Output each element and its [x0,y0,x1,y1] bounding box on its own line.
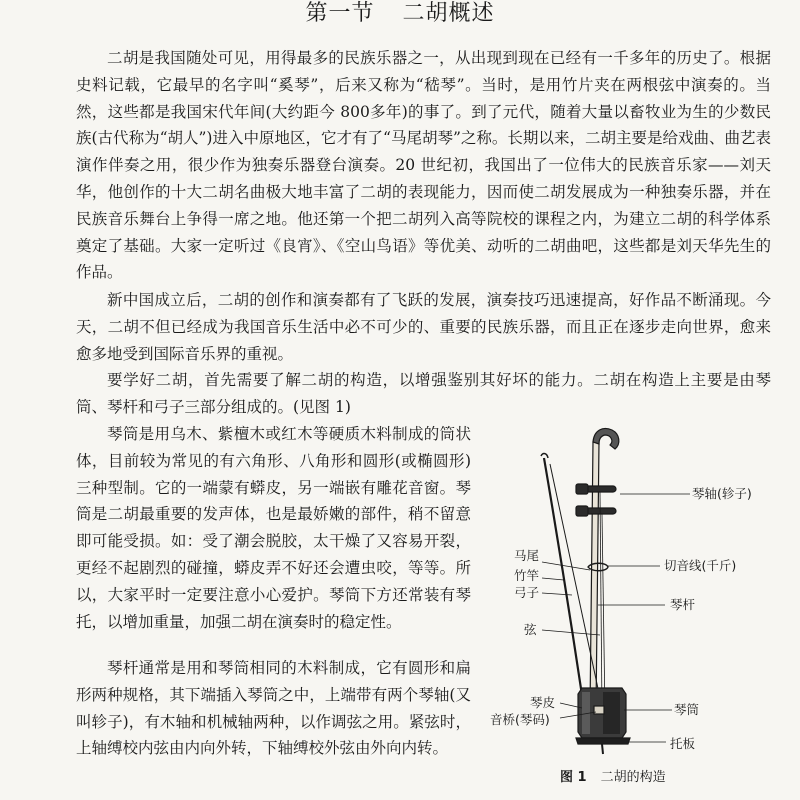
figure-caption [560,766,666,785]
label-qinpi: 琴皮 [530,695,556,710]
label-mawei: 马尾 [514,548,540,563]
erhu-base-plate [576,738,630,744]
paragraph-qingan: 琴杆通常是用和琴筒相同的木料制成，它有圆形和扁形两种规格，其下端插入琴筒之中，上端带有两个琴轴(又叫轸子)，有木轴和机械轴两种，以作调弦之用。紧弦时，上轴缚校内弦由内向外转，下轴缚校外弦由外向内转。 [76,659,471,758]
label-gongzi: 弓子 [514,585,540,600]
section-heading [0,0,800,28]
paragraph-development: 新中国成立后，二胡的创作和演奏都有了飞跃的发展，演奏技巧迅速提高，好作品不断涌现。今天，二胡不但已经成为我国音乐生活中必不可少的、重要的民族乐器，而且正在逐步走向世界，愈来愈多地受到国际音乐界的重视。 [76,291,771,363]
bridge-icon [594,706,604,714]
label-qingan: 琴杆 [670,597,696,612]
erhu-figure [490,420,790,790]
label-zhugan: 竹竿 [514,568,540,583]
caption-number: 图 1 [560,770,587,785]
erhu-neck [590,442,599,710]
label-qieyinxian: 切音线(千斤) [664,558,737,573]
tuning-peg-lower [576,506,616,516]
tuning-peg-upper [576,484,616,494]
erhu-diagram [490,420,790,790]
section-number: 第一节 [305,1,375,26]
label-xian: 弦 [524,622,537,637]
caption-text: 二胡的构造 [600,770,666,785]
paragraph-history: 二胡是我国随处可见，用得最多的民族乐器之一，从出现到现在已经有一千多年的历史了。根据史料记载，它最早的名字叫“奚琴”，后来又称为“嵇琴”。当时，是用竹片夹在两根弦中演奏的。当然，这些都是我国宋代年间(大约距今 800多年)的事了。到了元代，随着大量以畜牧业为生的少数民族(古代称为“胡人”)进入中原地区，它才有了“马尾胡琴”之称。长期以来，二胡主要是给戏曲、曲艺表演作伴奏之用，很少作为独奏乐器登台演奏。20 世纪初，我国出了一位伟大的民族音乐家——刘天华，他创作的十大二胡名曲极大地丰富了二胡的表现能力，因而使二胡发展成为一种独奏乐器，并在民族音乐舞台上争得一席之地。他还第一个把二胡列入高等院校的课程之内，为建立二胡的科学体系奠定了基础。大家一定听过《良宵》、《空山鸟语》等优美、动听的二胡曲吧，这些都是刘天华先生的作品。 [76,49,771,282]
label-yinqiao: 音桥(琴码) [490,712,550,727]
erhu-resonator [578,688,626,738]
paragraph-structure-intro: 要学好二胡，首先需要了解二胡的构造，以增强鉴别其好坏的能力。二胡在构造上主要是由琴筒、琴杆和弓子三部分组成的。(见图 1) [76,371,771,416]
paragraph-qintong: 琴筒是用乌木、紫檀木或红木等硬质木料制成的筒状体，目前较为常见的有六角形、八角形和圆形(或椭圆形)三种型制。它的一端蒙有蟒皮，另一端嵌有雕花音窗。琴筒是二胡最重要的发声体，也是最娇嫩的部件，稍不留意即可能受损。如：受了潮会脱胶，太干燥了又容易开裂，更经不起剧烈的碰撞，蟒皮弄不好还会遭虫咬，等等。所以，大家平时一定要注意小心爱护。琴筒下方还常装有琴托，以增加重量，加强二胡在演奏时的稳定性。 [76,425,471,631]
label-tuoban: 托板 [670,736,696,751]
label-qinzhou: 琴轴(轸子) [692,486,752,501]
erhu-string-inner [600,492,602,712]
section-title: 二胡概述 [402,1,495,26]
erhu-string-outer [602,514,605,712]
label-qintong: 琴筒 [674,702,700,717]
